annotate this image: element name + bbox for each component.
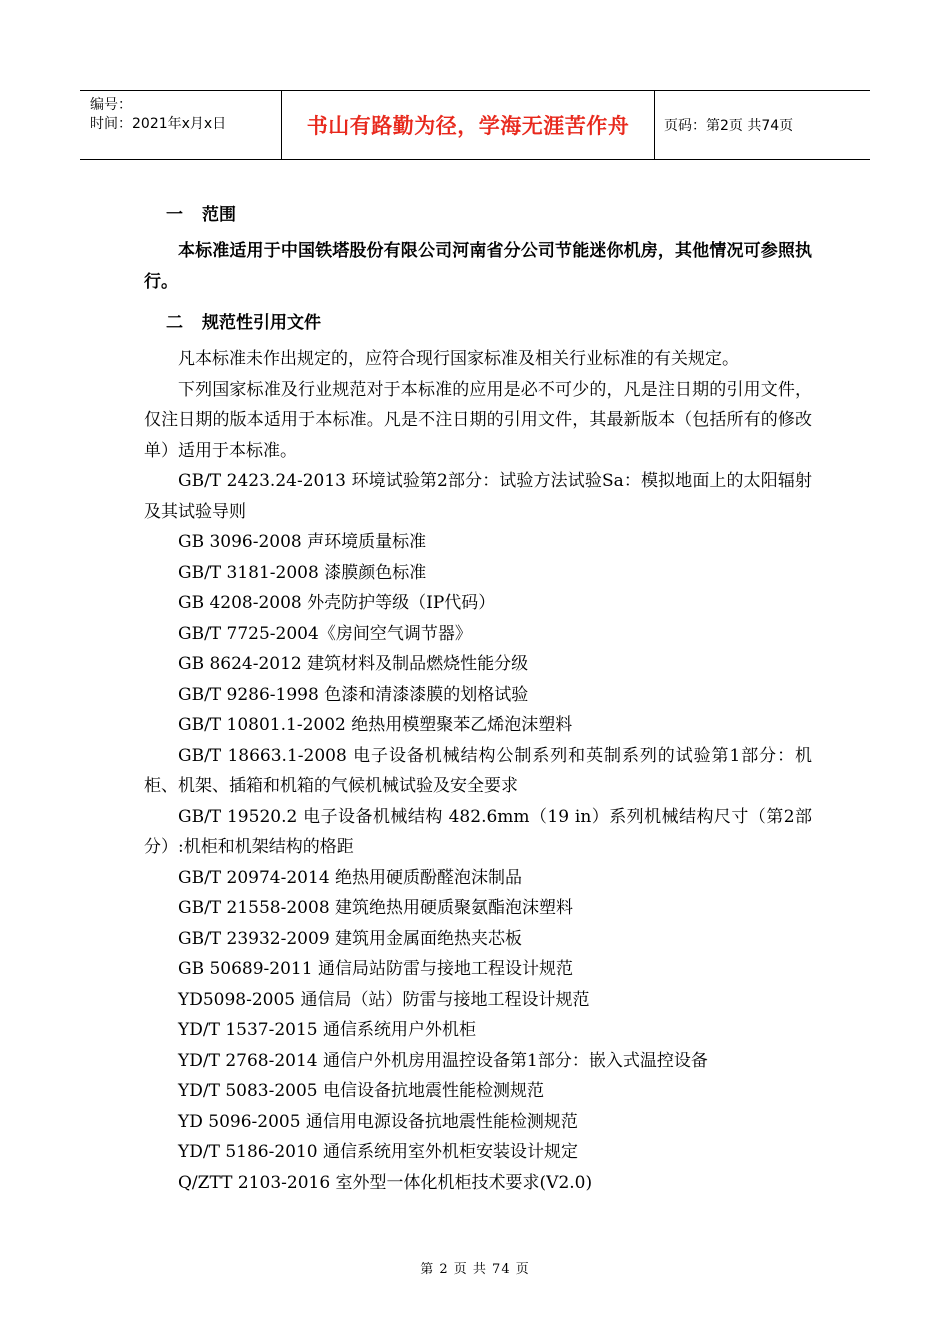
- reference-item: GB 50689-2011 通信局站防雷与接地工程设计规范: [178, 959, 573, 979]
- scope-paragraph: 本标准适用于中国铁塔股份有限公司河南省分公司节能迷你机房，其他情况可参照执行。: [144, 241, 812, 292]
- header-motto: 书山有路勤为径，学海无涯苦作舟: [281, 91, 655, 159]
- reference-item: GB/T 19520.2 电子设备机械结构 482.6mm（19 in）系列机械结构尺寸（第2部分）:机柜和机架结构的格距: [144, 806, 812, 857]
- reference-paragraph: 凡本标准未作出规定的，应符合现行国家标准及相关行业标准的有关规定。: [178, 349, 739, 369]
- section-1-title: 范围: [202, 205, 236, 225]
- page-footer: 第 2 页 共 74 页: [420, 1262, 530, 1277]
- serial-number-label: 编号：: [90, 97, 132, 113]
- section-2-title: 规范性引用文件: [202, 313, 321, 333]
- reference-item: GB 4208-2008 外壳防护等级（IP代码）: [178, 593, 496, 613]
- reference-item: Q/ZTT 2103-2016 室外型一体化机柜技术要求(V2.0): [178, 1172, 593, 1193]
- header-page-info: 页码：第2页 共74页: [664, 118, 794, 134]
- reference-item: GB/T 7725-2004《房间空气调节器》: [178, 623, 472, 644]
- reference-item: YD/T 5083-2005 电信设备抗地震性能检测规范: [178, 1081, 544, 1101]
- document-body: [144, 200, 812, 1198]
- section-2-number: 二: [166, 313, 183, 333]
- reference-item: GB/T 9286-1998 色漆和清漆漆膜的划格试验: [178, 684, 529, 705]
- section-2-heading: [144, 308, 812, 338]
- reference-item: YD/T 1537-2015 通信系统用户外机柜: [178, 1020, 476, 1040]
- header-left-cell: [80, 91, 281, 159]
- reference-item: GB 3096-2008 声环境质量标准: [178, 532, 427, 552]
- section-1-heading: [144, 200, 812, 230]
- reference-item: YD/T 5186-2010 通信系统用室外机柜安装设计规定: [178, 1142, 578, 1162]
- reference-item: GB/T 3181-2008 漆膜颜色标准: [178, 562, 427, 583]
- reference-item: GB 8624-2012 建筑材料及制品燃烧性能分级: [178, 654, 529, 674]
- reference-item: GB/T 23932-2009 建筑用金属面绝热夹芯板: [178, 928, 523, 949]
- reference-item: GB/T 2423.24-2013 环境试验第2部分：试验方法试验Sa：模拟地面上的太阳辐射及其试验导则: [144, 471, 812, 522]
- time-label: 时间：2021年x月x日: [90, 116, 227, 132]
- reference-item: YD 5096-2005 通信用电源设备抗地震性能检测规范: [178, 1111, 578, 1132]
- reference-item: GB/T 20974-2014 绝热用硬质酚醛泡沫制品: [178, 867, 523, 888]
- reference-item: YD/T 2768-2014 通信户外机房用温控设备第1部分：嵌入式温控设备: [178, 1050, 708, 1071]
- reference-item: GB/T 18663.1-2008 电子设备机械结构公制系列和英制系列的试验第1部分：机柜、机架、插箱和机箱的气候机械试验及安全要求: [144, 745, 812, 796]
- reference-list: [144, 344, 812, 1198]
- reference-item: GB/T 21558-2008 建筑绝热用硬质聚氨酯泡沫塑料: [178, 898, 574, 918]
- reference-item: GB/T 10801.1-2002 绝热用模塑聚苯乙烯泡沫塑料: [178, 715, 573, 735]
- reference-paragraph: 下列国家标准及行业规范对于本标准的应用是必不可少的，凡是注日期的引用文件，仅注日期的版本适用于本标准。凡是不注日期的引用文件，其最新版本（包括所有的修改单）适用于本标准。: [144, 379, 812, 461]
- reference-item: YD5098-2005 通信局（站）防雷与接地工程设计规范: [178, 989, 590, 1010]
- section-1-number: 一: [166, 205, 183, 225]
- page-header: [80, 90, 870, 160]
